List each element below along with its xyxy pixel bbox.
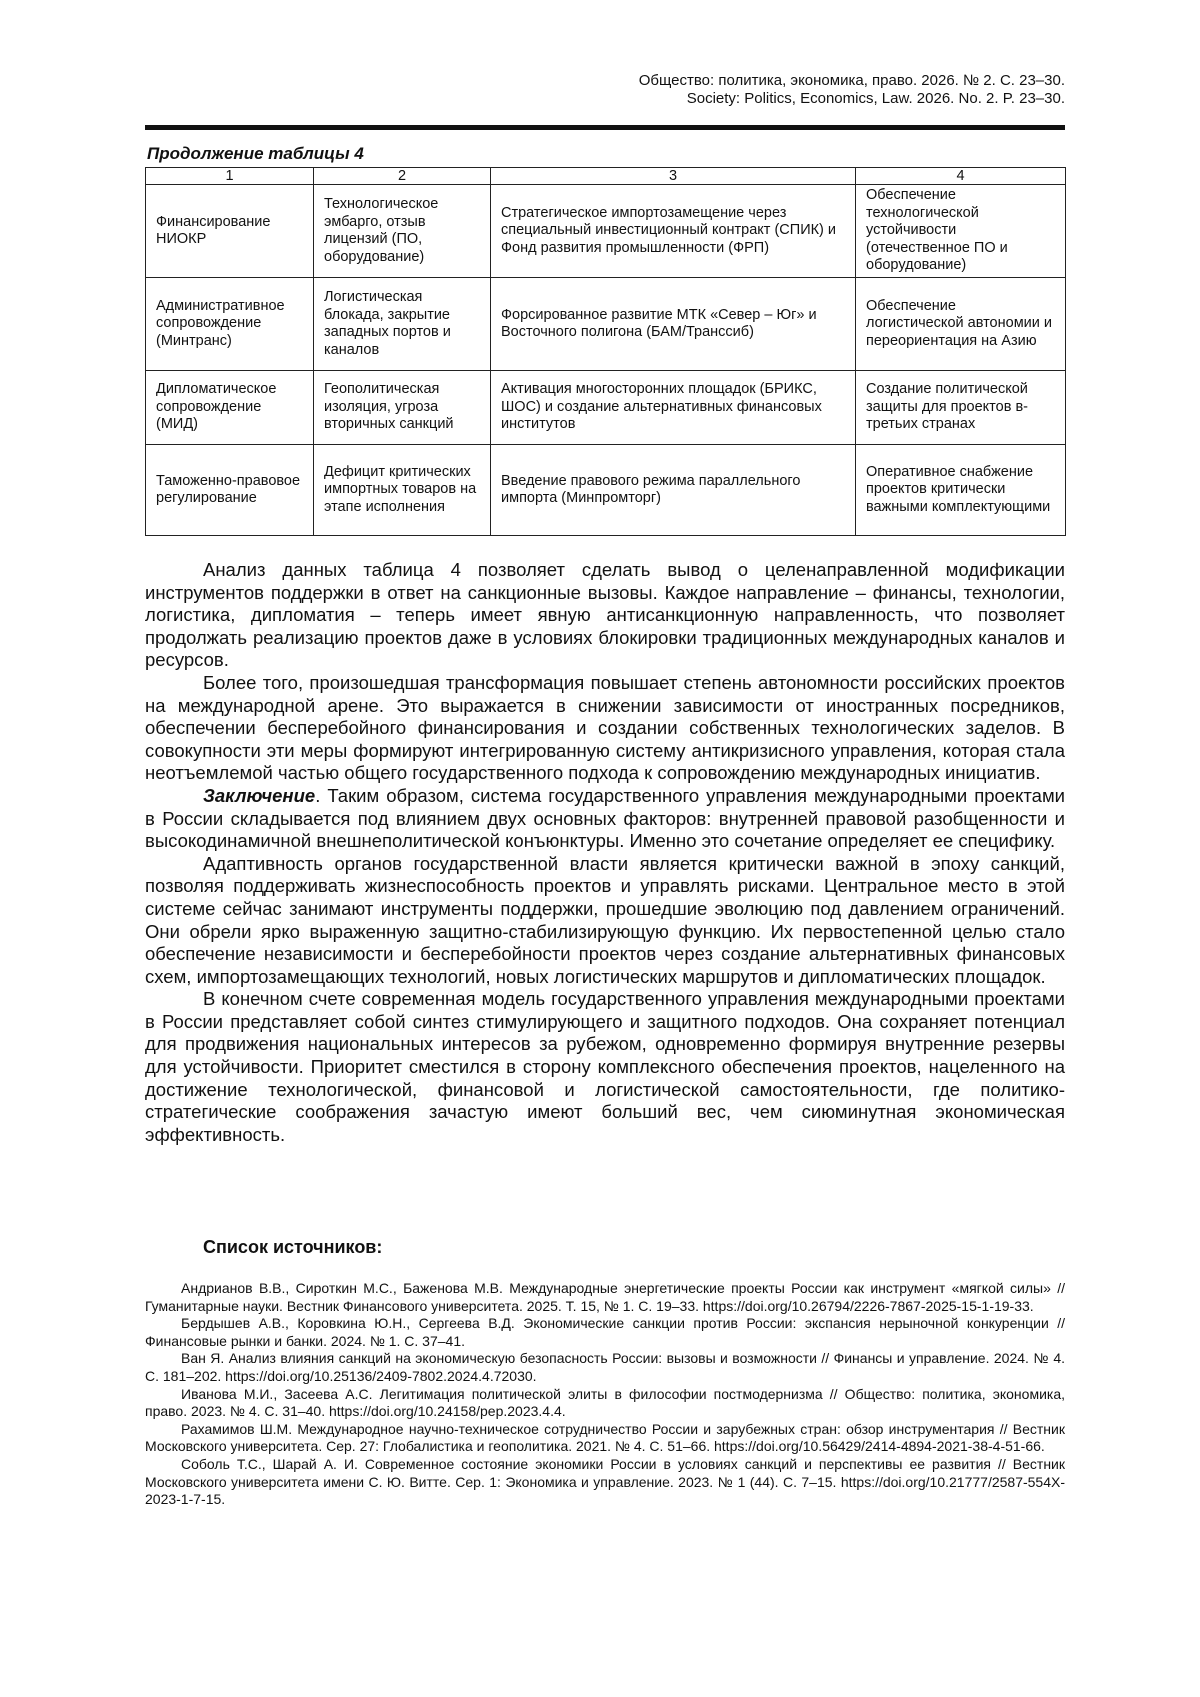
reference-item: Иванова М.И., Засеева А.С. Легитимация политической элиты в философии постмодернизма // Общество: политика, экономика, право. 2023. № 4. С. 31–40. https://doi.org/10.24158/pep.2023.4.4. [145, 1385, 1065, 1420]
table-cell: Обеспечение логистической автономии и переориентация на Азию [856, 278, 1066, 371]
column-number: 3 [491, 168, 856, 185]
paragraph: В конечном счете современная модель государственного управления международными проектами в России представляет собой синтез стимулирующего и защитного подходов. Она сохраняет потенциал для продвижения национальных интересов за рубежом, одновременно формируя внутренние резервы для устойчивости. Приоритет сместился в сторону комплексного обеспечения проектов, нацеленного на достижение технологической, финансовой и логистической самостоятельности, где политико-стратегические соображения зачастую имеют больший вес, чем сиюминутная экономическая эффективность. [145, 988, 1065, 1145]
reference-item: Ван Я. Анализ влияния санкций на экономическую безопасность России: вызовы и возможности // Финансы и управление. 2024. № 4. С. 181–202. https://doi.org/10.25136/2409-7802.2024.4.72030. [145, 1350, 1065, 1384]
conclusion-label: Заключение [203, 784, 316, 806]
conclusion-text: . Таким образом, система государственного управления международными проектами в России складывается под влиянием двух основных факторов: внутренней правовой разобщенности и высокодинамичной внешнеполитической конъюнктуры. Именно это сочетание определяет ее специфику. [145, 784, 1065, 852]
table-title: Продолжение таблицы 4 [147, 144, 364, 163]
running-header-en: Society: Politics, Economics, Law. 2026. No. 2. P. 23–30. [686, 90, 1065, 107]
paragraph: Адаптивность органов государственной власти является критически важной в эпоху санкций, позволяя поддерживать жизнеспособность проектов и управлять рисками. Центральное место в этой системе сейчас занимают инструменты поддержки, прошедшие эволюцию под давлением ограничений. Они обрели ярко выраженную защитно-стабилизирующую функцию. Их первостепенной целью стало обеспечение независимости и бесперебойности проектов через создание альтернативных финансовых схем, импортозамещающих технологий, новых логистических маршрутов и дипломатических площадок. [145, 852, 1065, 987]
reference-item: Соболь Т.С., Шарай А. И. Современное состояние экономики России в условиях санкций и перспективы ее развития // Вестник Московского университета имени С. Ю. Витте. Сер. 1: Экономика и управление. 2023. № 1 (44). С. 7–15. https://doi.org/10.21777/2587-554X-2023-1-7-15. [145, 1455, 1065, 1508]
column-number: 2 [314, 168, 491, 185]
table-cell: Активация многосторонних площадок (БРИКС, ШОС) и создание альтернативных финансовых институтов [491, 371, 856, 445]
table-cell: Дефицит критических импортных товаров на этапе исполнения [314, 445, 491, 536]
table-row [146, 445, 1066, 536]
column-number: 4 [856, 168, 1066, 185]
table-cell: Финансирование НИОКР [146, 185, 314, 278]
table-cell: Технологическое эмбарго, отзыв лицензий (ПО, оборудование) [314, 185, 491, 278]
table-cell: Логистическая блокада, закрытие западных портов и каналов [314, 278, 491, 371]
paragraph: Более того, произошедшая трансформация повышает степень автономности российских проектов на международной арене. Это выражается в снижении зависимости от иностранных посредников, обеспечении бесперебойного финансирования и создании собственных технологических заделов. В совокупности эти меры формируют интегрированную систему антикризисного управления, которая стала неотъемлемой частью общего государственного подхода к сопровождению международных инициатив. [145, 671, 1065, 784]
reference-item: Бердышев А.В., Коровкина Ю.Н., Сергеева В.Д. Экономические санкции против России: экспансия нерыночной конкуренции // Финансовые рынки и банки. 2024. № 1. С. 37–41. [145, 1315, 1065, 1349]
table-row [146, 371, 1066, 445]
table-cell: Дипломатическое сопровождение (МИД) [146, 371, 314, 445]
reference-item: Рахамимов Ш.М. Международное научно-техническое сотрудничество России и зарубежных стран: обзор инструментария // Вестник Московского университета. Сер. 27: Глобалистика и геополитика. 2021. № 4. С. 51–66. https://doi.org/10.56429/2414-4894-2021-38-4-51-66. [145, 1420, 1065, 1455]
running-header-ru: Общество: политика, экономика, право. 2026. № 2. С. 23–30. [638, 72, 1065, 89]
column-number: 1 [146, 168, 314, 185]
paragraph-conclusion [145, 785, 1065, 853]
table-cell: Стратегическое импортозамещение через специальный инвестиционный контракт (СПИК) и Фонд развития промышленности (ФРП) [491, 185, 856, 278]
table-cell: Таможенно-правовое регулирование [146, 445, 314, 536]
table-cell: Геополитическая изоляция, угроза вторичных санкций [314, 371, 491, 445]
header-rule [145, 125, 1065, 130]
table-cell: Административное сопровождение (Минтранс) [146, 278, 314, 371]
references-heading: Список источников: [203, 1237, 383, 1257]
table-4 [145, 167, 1066, 536]
paragraph: Анализ данных таблица 4 позволяет сделать вывод о целенаправленной модификации инструментов поддержки в ответ на санкционные вызовы. Каждое направление – финансы, технологии, логистика, дипломатия – теперь имеет явную антисанкционную направленность, что позволяет продолжать реализацию проектов даже в условиях блокировки традиционных международных каналов и ресурсов. [145, 559, 1065, 671]
table-row [146, 185, 1066, 278]
table-cell: Введение правового режима параллельного импорта (Минпромторг) [491, 445, 856, 536]
article-body [145, 559, 1065, 1146]
table-row [146, 278, 1066, 371]
reference-item: Андрианов В.В., Сироткин М.С., Баженова М.В. Международные энергетические проекты России как инструмент «мягкой силы» // Гуманитарные науки. Вестник Финансового университета. 2025. Т. 15, № 1. С. 19–33. https://doi.org/10.26794/2226-7867-2025-15-1-19-33. [145, 1280, 1065, 1314]
table-cell: Оперативное снабжение проектов критически важными комплектующими [856, 445, 1066, 536]
table-cell: Создание политической защиты для проектов в-третьих странах [856, 371, 1066, 445]
table-column-numbers [146, 168, 1066, 185]
table-cell: Обеспечение технологической устойчивости (отечественное ПО и оборудование) [856, 185, 1066, 278]
table-cell: Форсированное развитие МТК «Север – Юг» и Восточного полигона (БАМ/Транссиб) [491, 278, 856, 371]
references-list [145, 1280, 1065, 1509]
running-header [145, 72, 1065, 108]
